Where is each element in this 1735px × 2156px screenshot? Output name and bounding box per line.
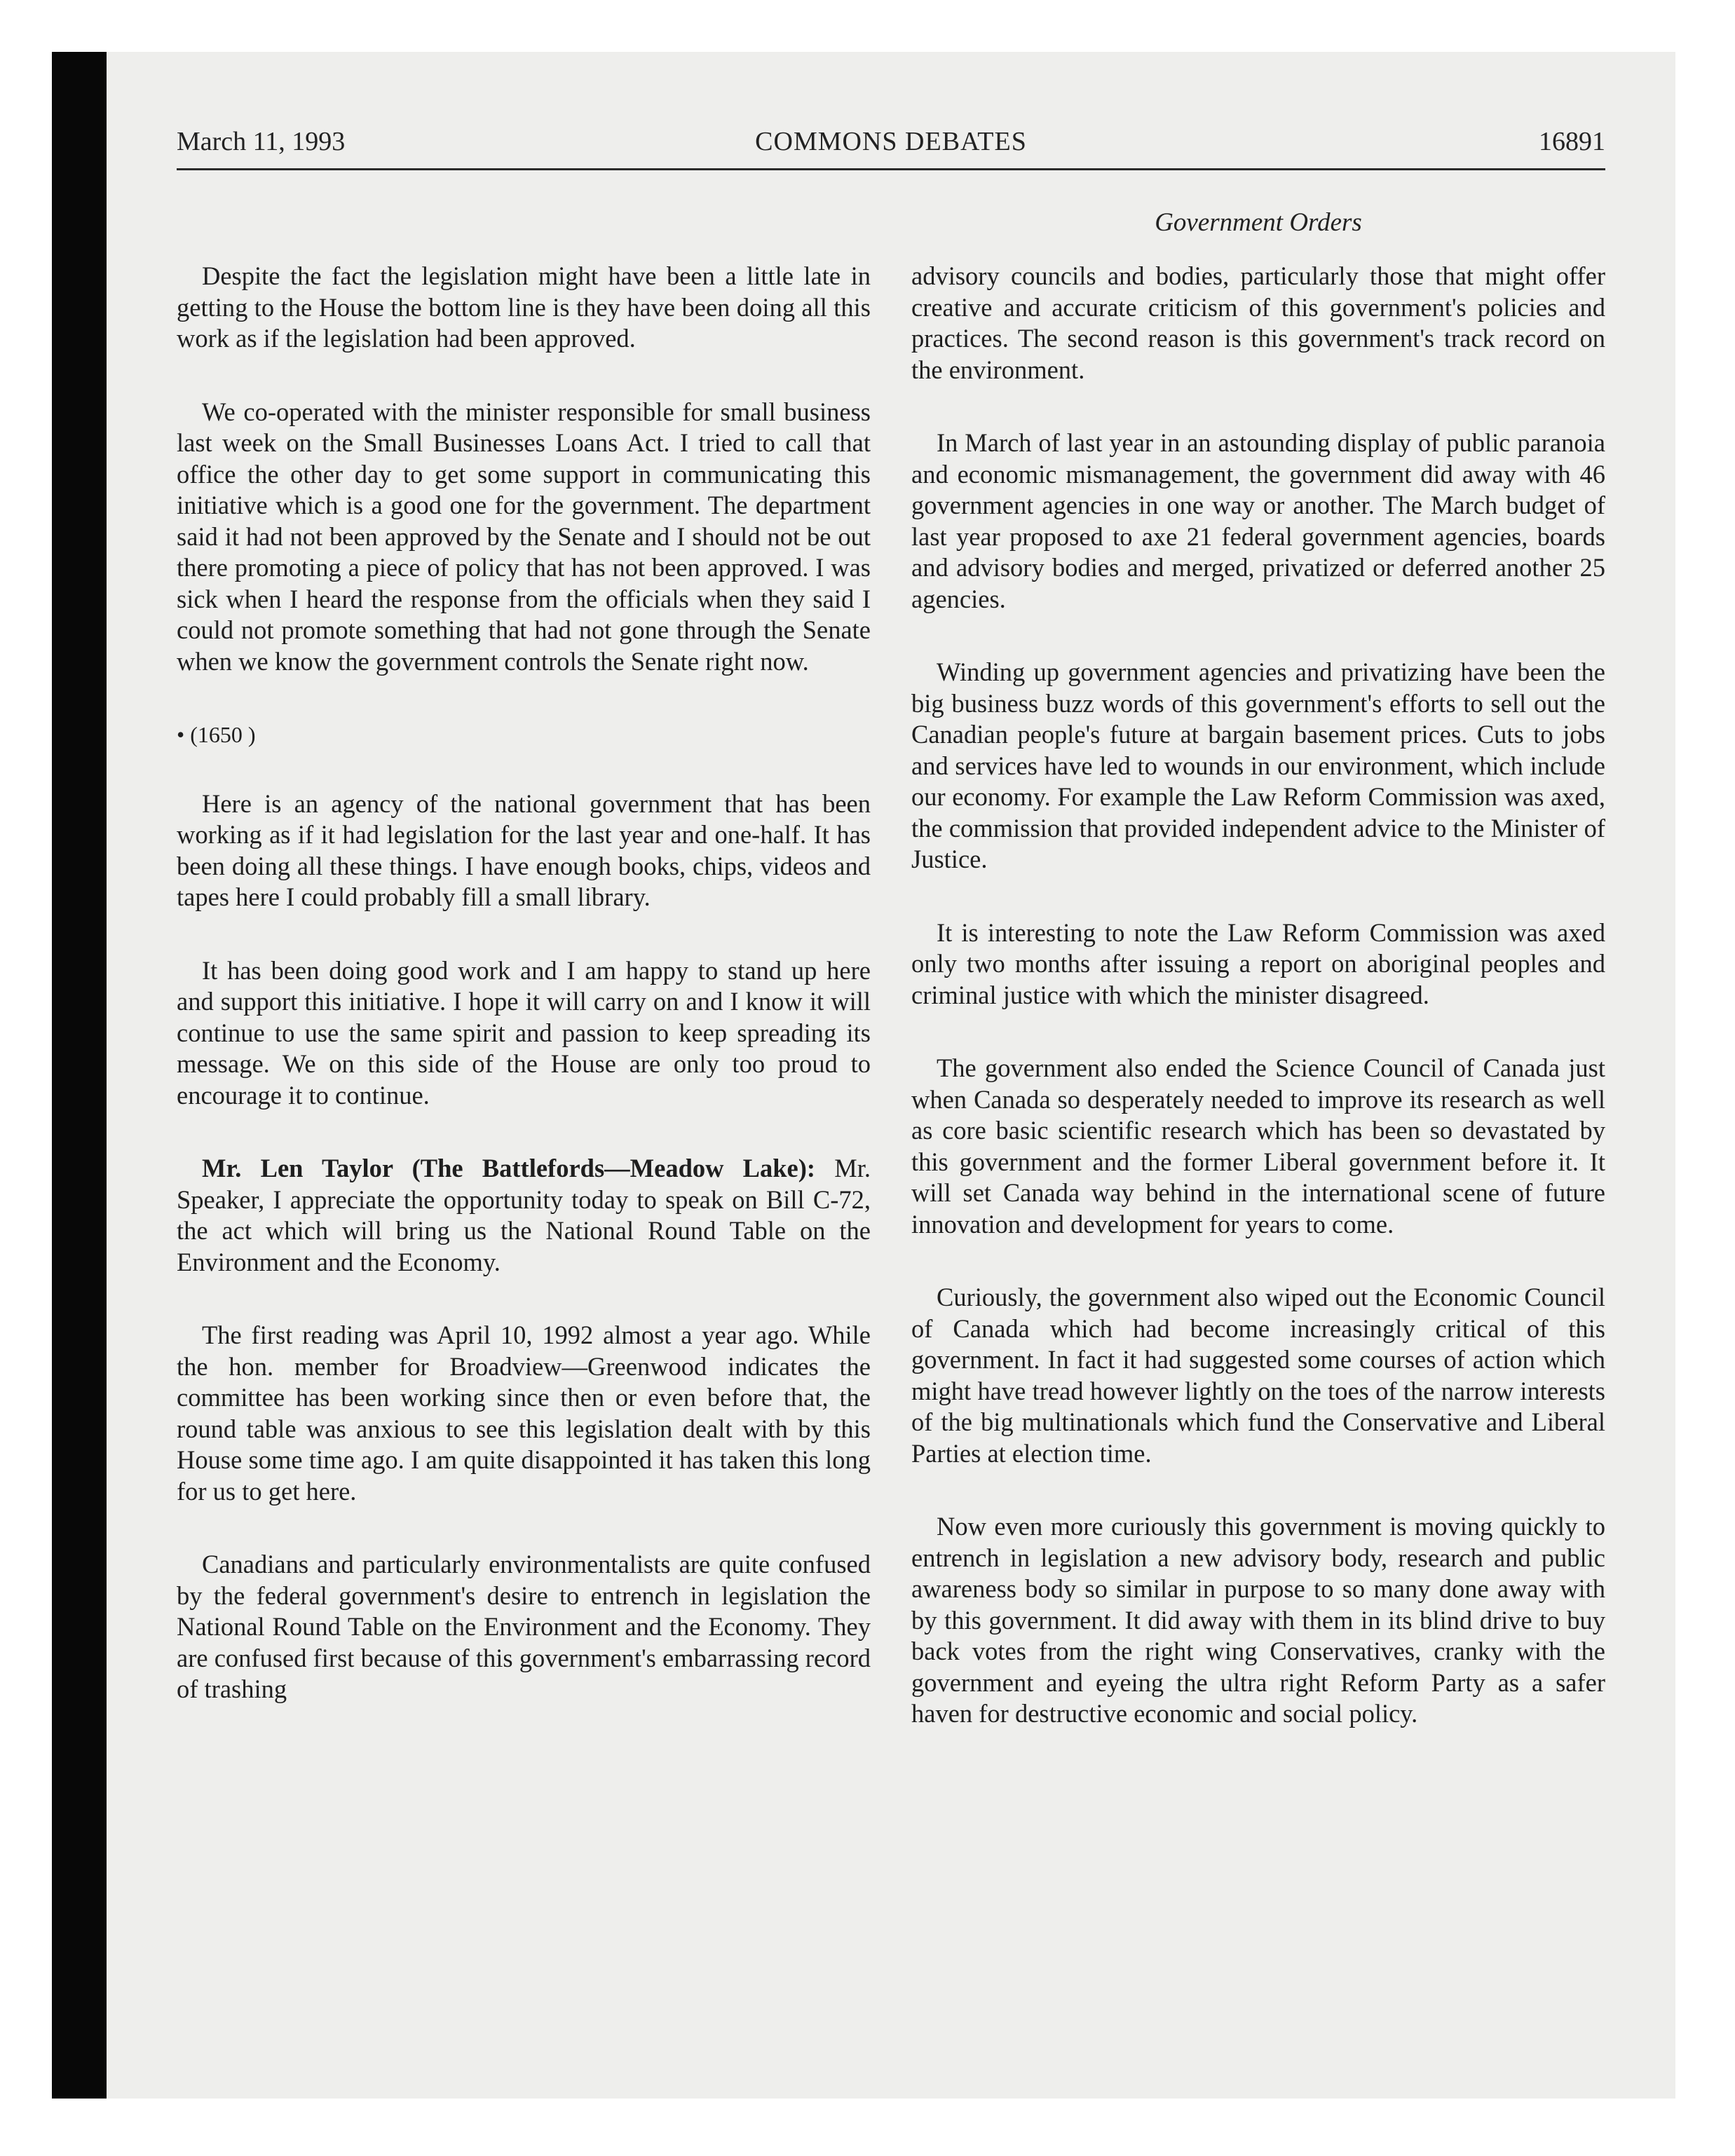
left-column — [177, 261, 871, 1747]
paragraph: The first reading was April 10, 1992 almost a year ago. While the hon. member for Broadview—Greenwood indicates the committee has been working since then or even before that, the round table was anxious to see this legislation dealt with by this House some time ago. I am quite disappointed it has taken this long for us to get here. — [177, 1321, 871, 1506]
paragraph: Despite the fact the legislation might have been a little late in getting to the House the bottom line is they have been doing all this work as if the legislation had been approved. — [177, 261, 871, 353]
running-header — [177, 126, 1605, 168]
paragraph: In March of last year in an astounding display of public paranoia and economic mismanagement, the government did away with 46 government agencies in one way or another. The March budget of last year proposed to axe 21 federal government agencies, boards and advisory bodies and merged, privatized or deferred another 25 agencies. — [911, 428, 1605, 613]
header-rule — [177, 168, 1605, 170]
paragraph — [177, 1153, 871, 1278]
paragraph: Now even more curiously this government is moving quickly to entrench in legislation a new advisory body, research and public awareness body so similar in purpose to so many done away with by this government. It did away with them in its blind drive to buy back votes from the right wing Conservatives, cranky with the government and eyeing the ultra right Reform Party as a safer haven for destructive economic and social policy. — [911, 1512, 1605, 1728]
paragraph: We co-operated with the minister responsible for small business last week on the Small Businesses Loans Act. I tried to call that office the other day to get some support in communicating this initiative which is a good one for the government. The department said it had not been approved by the Senate and I should not be out there promoting a piece of policy that has not been approved. I was sick when I heard the response from the officials when they said I could not promote something that had not gone through the Senate when we know the government controls the Senate right now. — [177, 397, 871, 676]
speaker-name: Mr. Len Taylor (The Battlefords—Meadow Lake): — [202, 1154, 816, 1182]
header-publication-title: COMMONS DEBATES — [755, 127, 1027, 156]
paragraph: Here is an agency of the national government that has been working as if it had legislation for the last year and one-half. It has been doing all these things. I have enough books, chips, videos and tapes here I could probably fill a small library. — [177, 789, 871, 911]
time-marker: • (1650 ) — [177, 722, 256, 747]
paragraph: advisory councils and bodies, particularly those that might offer creative and accurate criticism of this government's policies and practices. The second reason is this government's track record on the environment. — [911, 261, 1605, 384]
header-date: March 11, 1993 — [177, 127, 346, 156]
binding-edge-shadow — [52, 52, 107, 2099]
paragraph: Curiously, the government also wiped out the Economic Council of Canada which had become increasingly critical of this government. In fact it had suggested some courses of action which might have tread however lightly on the toes of the narrow interests of the big multinationals which fund the Conservative and Liberal Parties at election time. — [911, 1283, 1605, 1468]
header-page-number: 16891 — [1539, 127, 1605, 156]
paragraph: It has been doing good work and I am happy to stand up here and support this initiative. I hope it will carry on and I know it will continue to use the same spirit and passion to keep spreading its message. We on this side of the House are only too proud to encourage it to continue. — [177, 955, 871, 1110]
speech-text: Mr. Speaker, I appreciate the opportunity today to speak on Bill C-72, the act which will bring us the National Round Table on the Environment and the Economy. — [177, 1154, 871, 1276]
paragraph: Canadians and particularly environmentalists are quite confused by the federal government's desire to entrench in legislation the National Round Table on the Environment and the Economy. They are confused first because of this government's embarrassing record of trashing — [177, 1550, 871, 1703]
paragraph: It is interesting to note the Law Reform Commission was axed only two months after issuing a report on aboriginal peoples and criminal justice with which the minister disagreed. — [911, 917, 1605, 1009]
section-label: Government Orders — [1155, 208, 1362, 237]
right-column — [911, 261, 1605, 1772]
paragraph: Winding up government agencies and privatizing have been the big business buzz words of this government's efforts to sell out the Canadian people's future at bargain basement prices. Cuts to jobs and services have led to wounds in our environment, which include our economy. For example the Law Reform Commission was axed, the commission that provided independent advice to the Minister of Justice. — [911, 657, 1605, 873]
paragraph: The government also ended the Science Council of Canada just when Canada so desperately needed to improve its research as well as core basic scientific research which has been so devastated by this government and the former Liberal government before it. It will set Canada way behind in the international scene of future innovation and development for years to come. — [911, 1053, 1605, 1239]
